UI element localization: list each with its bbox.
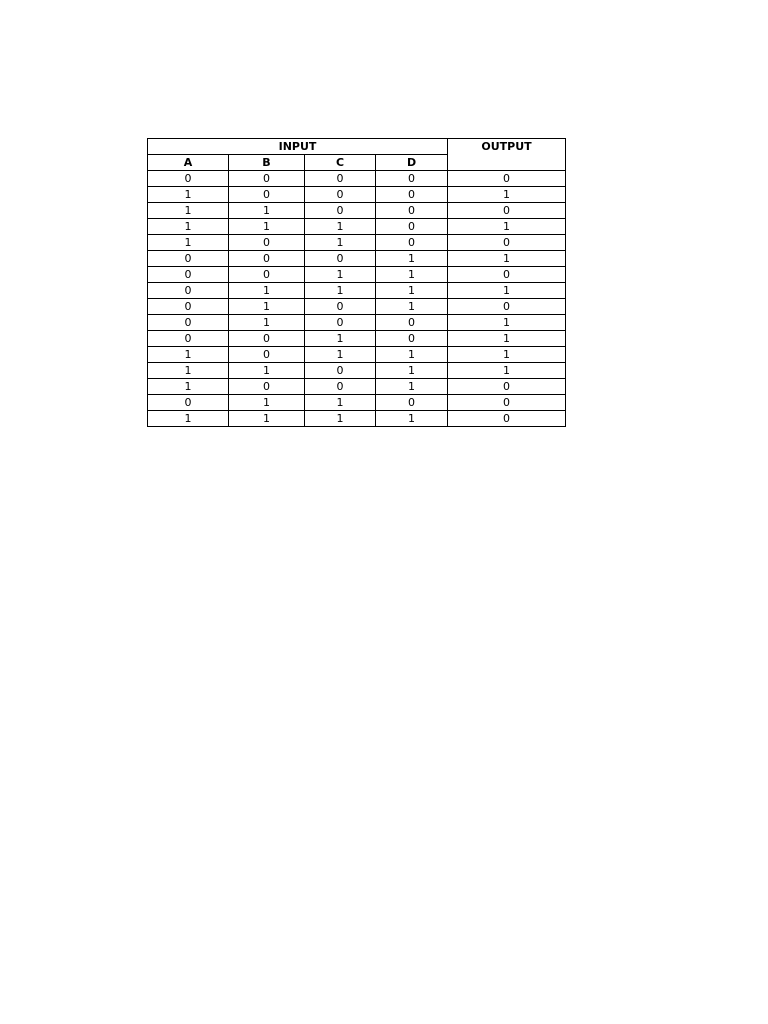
- cell-b: 0: [229, 251, 305, 267]
- cell-a: 0: [148, 267, 229, 283]
- column-header-c: C: [305, 155, 376, 171]
- cell-c: 1: [305, 283, 376, 299]
- cell-c: 1: [305, 411, 376, 427]
- cell-d: 0: [376, 331, 448, 347]
- table-row: [148, 315, 566, 331]
- cell-a: 0: [148, 395, 229, 411]
- cell-b: 1: [229, 363, 305, 379]
- cell-c: 0: [305, 171, 376, 187]
- cell-d: 0: [376, 395, 448, 411]
- column-header-d: D: [376, 155, 448, 171]
- cell-d: 1: [376, 299, 448, 315]
- cell-a: 0: [148, 283, 229, 299]
- cell-a: 0: [148, 171, 229, 187]
- cell-b: 0: [229, 379, 305, 395]
- cell-output: 0: [448, 267, 566, 283]
- cell-a: 1: [148, 363, 229, 379]
- cell-c: 1: [305, 267, 376, 283]
- cell-c: 1: [305, 219, 376, 235]
- cell-output: 1: [448, 251, 566, 267]
- cell-a: 1: [148, 187, 229, 203]
- table-row: [148, 267, 566, 283]
- cell-output: 1: [448, 283, 566, 299]
- column-header-b: B: [229, 155, 305, 171]
- table-row: [148, 219, 566, 235]
- cell-d: 1: [376, 347, 448, 363]
- cell-output: 0: [448, 411, 566, 427]
- truth-table-header: [148, 139, 566, 171]
- cell-c: 0: [305, 315, 376, 331]
- cell-b: 1: [229, 283, 305, 299]
- cell-d: 0: [376, 171, 448, 187]
- cell-d: 1: [376, 411, 448, 427]
- cell-output: 1: [448, 315, 566, 331]
- table-row: [148, 395, 566, 411]
- table-row: [148, 283, 566, 299]
- cell-output: 0: [448, 235, 566, 251]
- cell-c: 0: [305, 203, 376, 219]
- cell-output: 1: [448, 331, 566, 347]
- cell-b: 0: [229, 267, 305, 283]
- cell-a: 1: [148, 203, 229, 219]
- cell-d: 0: [376, 187, 448, 203]
- table-row: [148, 411, 566, 427]
- input-group-header: INPUT: [148, 139, 448, 155]
- cell-b: 1: [229, 395, 305, 411]
- table-row: [148, 187, 566, 203]
- cell-a: 0: [148, 315, 229, 331]
- cell-d: 1: [376, 251, 448, 267]
- cell-b: 0: [229, 347, 305, 363]
- cell-c: 0: [305, 187, 376, 203]
- cell-a: 0: [148, 331, 229, 347]
- cell-c: 1: [305, 235, 376, 251]
- cell-d: 1: [376, 379, 448, 395]
- table-row: [148, 235, 566, 251]
- cell-b: 0: [229, 171, 305, 187]
- cell-a: 1: [148, 379, 229, 395]
- cell-output: 0: [448, 203, 566, 219]
- table-row: [148, 203, 566, 219]
- truth-table-body: [148, 171, 566, 427]
- cell-c: 0: [305, 251, 376, 267]
- cell-output: 1: [448, 363, 566, 379]
- cell-d: 1: [376, 363, 448, 379]
- cell-output: 0: [448, 171, 566, 187]
- table-row: [148, 347, 566, 363]
- cell-d: 0: [376, 219, 448, 235]
- cell-d: 0: [376, 235, 448, 251]
- table-row: [148, 251, 566, 267]
- cell-b: 1: [229, 219, 305, 235]
- table-row: [148, 299, 566, 315]
- cell-d: 1: [376, 267, 448, 283]
- cell-d: 0: [376, 315, 448, 331]
- cell-a: 1: [148, 347, 229, 363]
- cell-b: 0: [229, 331, 305, 347]
- cell-a: 1: [148, 235, 229, 251]
- cell-d: 0: [376, 203, 448, 219]
- cell-a: 0: [148, 251, 229, 267]
- cell-b: 1: [229, 411, 305, 427]
- cell-c: 1: [305, 347, 376, 363]
- table-row: [148, 379, 566, 395]
- cell-c: 0: [305, 363, 376, 379]
- cell-output: 1: [448, 347, 566, 363]
- truth-table: [147, 138, 566, 427]
- cell-output: 1: [448, 187, 566, 203]
- cell-a: 0: [148, 299, 229, 315]
- cell-b: 0: [229, 187, 305, 203]
- table-row: [148, 363, 566, 379]
- table-row: [148, 331, 566, 347]
- output-group-header: OUTPUT: [448, 139, 566, 171]
- cell-c: 0: [305, 299, 376, 315]
- cell-output: 1: [448, 219, 566, 235]
- cell-output: 0: [448, 395, 566, 411]
- column-header-a: A: [148, 155, 229, 171]
- cell-a: 1: [148, 219, 229, 235]
- cell-b: 0: [229, 235, 305, 251]
- cell-a: 1: [148, 411, 229, 427]
- cell-b: 1: [229, 203, 305, 219]
- cell-b: 1: [229, 299, 305, 315]
- table-row: [148, 171, 566, 187]
- cell-c: 1: [305, 331, 376, 347]
- cell-c: 1: [305, 395, 376, 411]
- cell-output: 0: [448, 299, 566, 315]
- cell-c: 0: [305, 379, 376, 395]
- cell-output: 0: [448, 379, 566, 395]
- cell-d: 1: [376, 283, 448, 299]
- group-header-row: [148, 139, 566, 155]
- cell-b: 1: [229, 315, 305, 331]
